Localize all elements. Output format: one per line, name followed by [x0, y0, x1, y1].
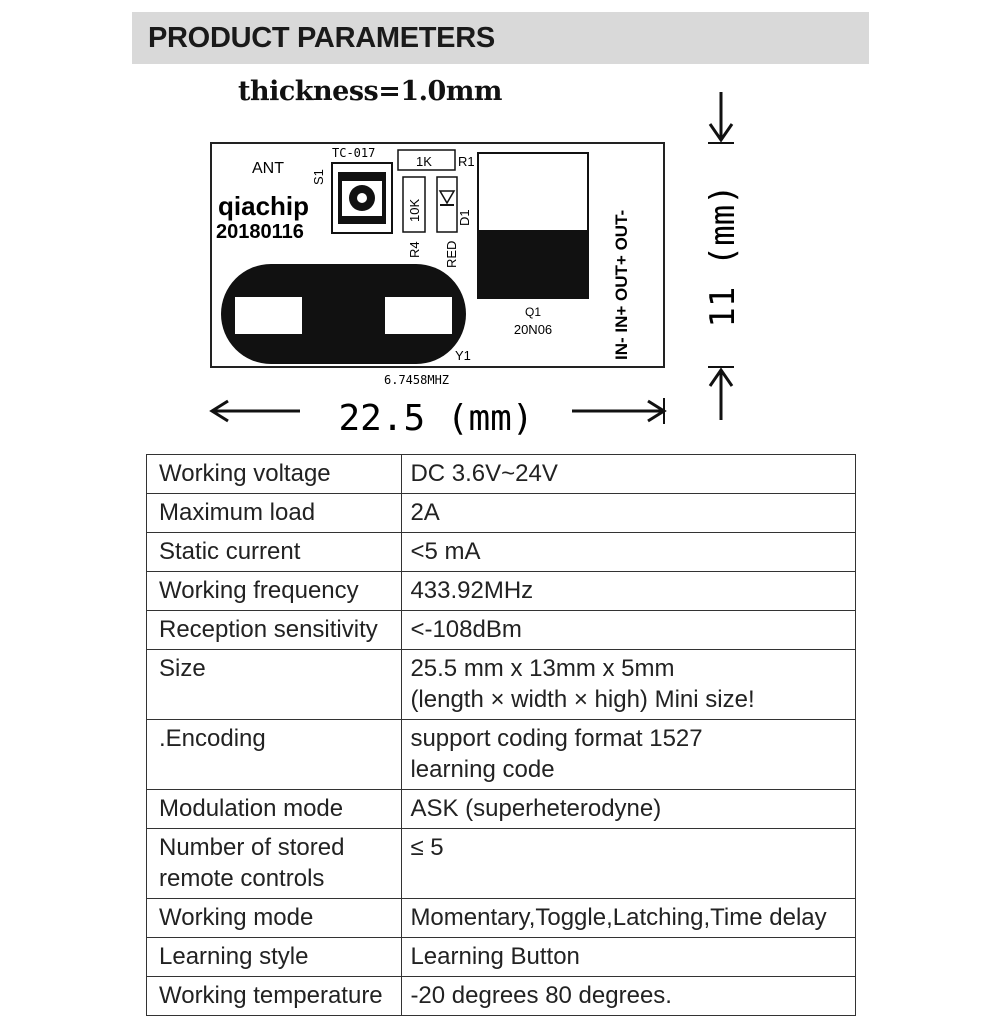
parameter-value-line: Learning Button	[410, 943, 580, 970]
thickness-label: thickness=1.0mm	[238, 76, 502, 107]
height-dimension-text: 11 (mm)	[703, 184, 743, 328]
d1-label: D1	[457, 209, 472, 226]
parameter-value	[402, 455, 856, 494]
q1-pad	[478, 230, 588, 298]
parameter-value-line: Momentary,Toggle,Latching,Time delay	[410, 904, 827, 931]
parameter-value-line: <5 mA	[410, 538, 481, 565]
table-row	[147, 899, 856, 938]
parameter-value	[402, 977, 856, 1016]
parameter-name: .Encoding	[147, 720, 402, 790]
parameter-value-line: DC 3.6V~24V	[410, 460, 558, 487]
date-code-label: 20180116	[216, 221, 304, 243]
parameter-value-line: ≤ 5	[410, 834, 444, 861]
table-row	[147, 611, 856, 650]
parameter-name: Static current	[147, 533, 402, 572]
terminals-label: IN- IN+ OUT+ OUT-	[612, 209, 631, 360]
parameter-value	[402, 899, 856, 938]
s1-label: S1	[311, 169, 326, 185]
parameter-value	[402, 650, 856, 720]
parameter-name: Working voltage	[147, 455, 402, 494]
parameter-name: Number of stored remote controls	[147, 829, 402, 899]
parameter-value	[402, 533, 856, 572]
parameter-name: Size	[147, 650, 402, 720]
crystal-pad-right	[385, 297, 452, 334]
parameter-value	[402, 720, 856, 790]
parameter-value-line: 2A	[410, 499, 440, 526]
crystal-frequency-label: 6.7458MHZ	[384, 373, 450, 387]
r4-value-label: 10K	[407, 198, 422, 222]
table-row	[147, 455, 856, 494]
parameter-name: Working temperature	[147, 977, 402, 1016]
parameter-value	[402, 938, 856, 977]
table-row	[147, 829, 856, 899]
r4-label: R4	[407, 241, 422, 258]
table-row	[147, 977, 856, 1016]
r1-value-label: 1K	[416, 154, 432, 169]
parameter-value	[402, 494, 856, 533]
width-dimension-text: 22.5 (mm)	[338, 398, 534, 439]
parameter-name: Learning style	[147, 938, 402, 977]
table-row	[147, 533, 856, 572]
table-row	[147, 720, 856, 790]
parameter-name: Working frequency	[147, 572, 402, 611]
parameter-value-line: 433.92MHz	[410, 577, 534, 604]
crystal-pad-left	[235, 297, 302, 334]
parameter-value-line: 25.5 mm x 13mm x 5mm	[410, 655, 675, 682]
parameter-value	[402, 611, 856, 650]
pcb-diagram	[0, 0, 1000, 450]
parameter-value	[402, 572, 856, 611]
table-row	[147, 790, 856, 829]
table-row	[147, 494, 856, 533]
brand-label: qiachip	[218, 191, 310, 221]
table-row	[147, 572, 856, 611]
parameter-name: Modulation mode	[147, 790, 402, 829]
switch-button-center	[357, 193, 367, 203]
y1-label: Y1	[455, 348, 471, 363]
parameter-value-line: (length × width × high) Mini size!	[410, 686, 755, 713]
table-row	[147, 650, 856, 720]
parameter-value-line: <-108dBm	[410, 616, 522, 643]
parameter-value-line: -20 degrees 80 degrees.	[410, 982, 672, 1009]
table-row	[147, 938, 856, 977]
parameter-value-line: ASK (superheterodyne)	[410, 795, 662, 822]
r1-label: R1	[458, 154, 475, 169]
led-color-label: RED	[444, 240, 459, 268]
parameter-value	[402, 790, 856, 829]
parameter-value	[402, 829, 856, 899]
q1-label: Q1	[524, 305, 542, 319]
parameter-name: Reception sensitivity	[147, 611, 402, 650]
ant-label: ANT	[252, 160, 284, 177]
parameter-name: Maximum load	[147, 494, 402, 533]
q1-part-label: 20N06	[513, 322, 553, 337]
parameter-name: Working mode	[147, 899, 402, 938]
switch-part-label: TC-017	[332, 146, 376, 160]
parameter-value-line: support coding format 1527	[410, 725, 703, 752]
parameters-table-body	[147, 455, 856, 1016]
section-title: PRODUCT PARAMETERS	[148, 22, 495, 54]
parameter-value-line: learning code	[410, 756, 555, 783]
parameters-table	[146, 454, 856, 1016]
